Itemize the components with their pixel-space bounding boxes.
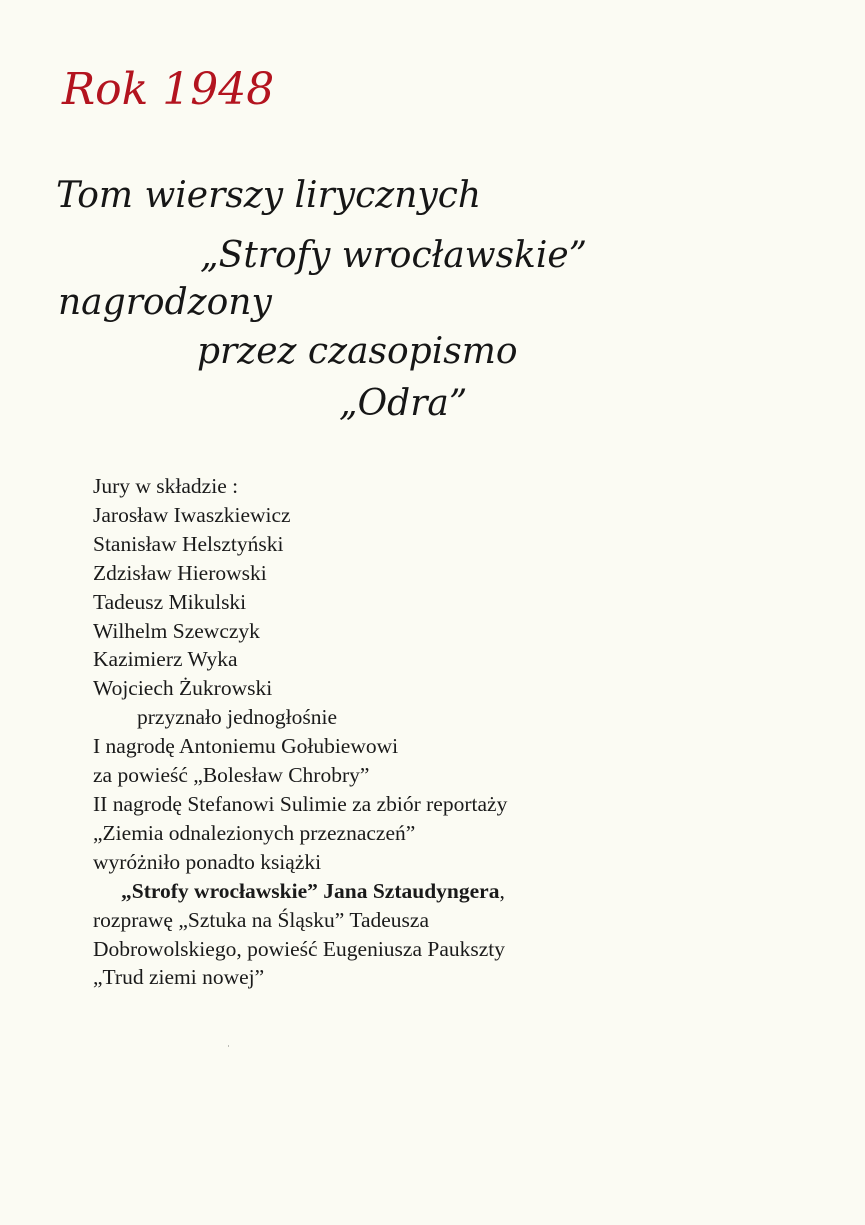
jury-member: Wilhelm Szewczyk	[93, 618, 260, 643]
distinction-line-2: rozprawę „Sztuka na Śląsku” Tadeusza	[93, 907, 429, 932]
jury-member: Wojciech Żukrowski	[93, 676, 273, 701]
second-prize-line: II nagrodę Stefanowi Sulimie za zbiór reportaży	[93, 791, 508, 816]
jury-member: Kazimierz Wyka	[93, 647, 238, 672]
distinction-bold-line	[93, 877, 507, 906]
jury-label: Jury w składzie :	[93, 474, 239, 498]
title-line-2: „Strofy wrocławskie”	[200, 235, 588, 276]
title-line-4: przez czasopismo	[197, 331, 518, 372]
distinction-bold-title: „Strofy wrocławskie” Jana Sztaudyngera	[121, 878, 500, 903]
scan-speck	[228, 1045, 229, 1047]
distinction-line-3: Dobrowolskiego, powieść Eugeniusza Paukszty	[93, 936, 506, 961]
jury-member: Stanisław Helsztyński	[93, 531, 284, 556]
title-line-5: „Odra”	[339, 383, 468, 424]
title-line-1: Tom wierszy lirycznych	[56, 175, 482, 216]
second-prize-work: „Ziemia odnalezionych przeznaczeń”	[93, 820, 416, 845]
first-prize-line: I nagrodę Antoniemu Gołubiewowi	[93, 734, 399, 759]
distinction-bold-suffix: ,	[499, 878, 505, 903]
jury-member: Jarosław Iwaszkiewicz	[93, 502, 291, 527]
distinction-line-4: „Trud ziemi nowej”	[93, 965, 265, 990]
jury-member: Zdzisław Hierowski	[93, 560, 267, 585]
jury-member: Tadeusz Mikulski	[93, 589, 247, 614]
jury-statement	[93, 472, 507, 992]
page-heading: Rok 1948	[62, 64, 275, 115]
distinction-line: wyróżniło ponadto książki	[93, 849, 322, 874]
first-prize-work: za powieść „Bolesław Chrobry”	[93, 763, 370, 788]
verdict-line: przyznało jednogłośnie	[137, 705, 338, 730]
title-line-3: nagrodzony	[58, 282, 272, 323]
